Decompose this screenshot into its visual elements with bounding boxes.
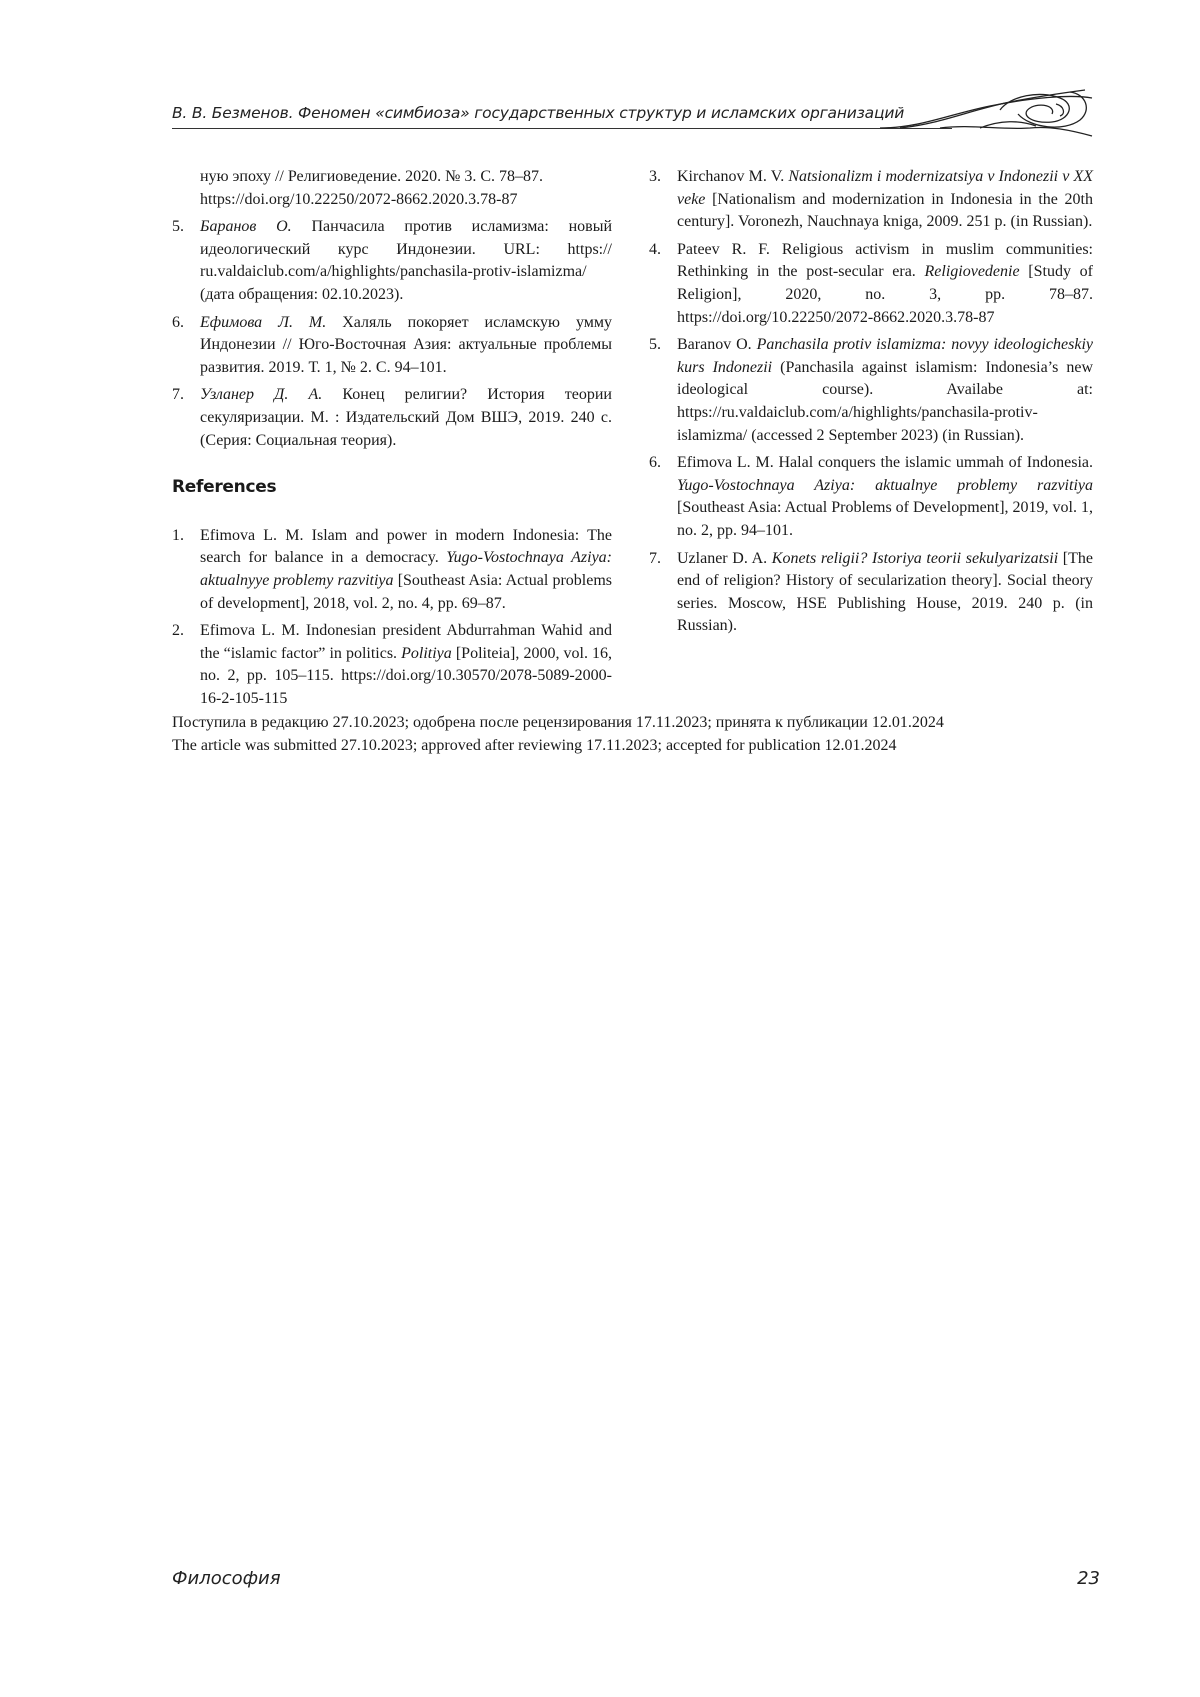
ref-source: Politiya (401, 644, 452, 662)
list-item (649, 548, 1093, 638)
ref-source: Natsionalizm i modernizatsiya v Indonezii v XX veke (677, 168, 1093, 208)
ref-number: 5. (172, 218, 184, 236)
ref-number: 5. (649, 336, 661, 354)
continuation-doi: https://doi.org/10.22250/2072-8662.2020.3.78-87 (200, 190, 518, 208)
list-item (649, 452, 1093, 542)
ref-text: Панчасила против исламизма: новый идеологический курс Индонезии. URL: https:// ru.valdaiclub.com/a/highlights/panchasila-protiv-islamizma/ (дата обращения: 02.10.2023). (200, 218, 613, 303)
ref-number: 2. (172, 622, 184, 640)
header-rule (172, 128, 952, 129)
ref-text: [Study of Religion], 2020, no. 3, pp. 78–87. https://doi.org/10.22250/2072-8662.2020.3.78-87 (677, 263, 1094, 326)
ornament-icon (880, 84, 1096, 140)
ref-source: Konets religii? Istoriya teorii sekulyarizatsii (771, 549, 1059, 567)
page-number: 23 (1077, 1568, 1100, 1589)
ref-text: Kirchanov M. V. (677, 168, 789, 185)
ref-number: 4. (649, 240, 661, 258)
list-item (172, 216, 612, 306)
ref-text: Конец религии? История теории секуляризации. М. : Издательский Дом ВШЭ, 2019. 240 с. (Серия: Социальная теория). (200, 386, 612, 449)
ref-text: [Nationalism and modernization in Indonesia in the 20th century]. Voronezh, Nauchnaya kniga, 2009. 251 p. (in Russian). (677, 190, 1093, 231)
list-item (172, 620, 612, 710)
continuation-line: ную эпоху // Религиоведение. 2020. № 3. С. 78–87. (200, 168, 544, 185)
list-item (172, 384, 612, 452)
ref-number: 6. (649, 454, 661, 472)
list-item (172, 525, 612, 615)
ref-text: Efimova L. M. Indonesian president Abdurrahman Wahid and the “islamic factor” in politics. (200, 622, 612, 662)
submission-en: The article was submitted 27.10.2023; approved after reviewing 17.11.2023; accepted for publication 12.01.2024 (172, 737, 897, 754)
list-item (172, 312, 612, 380)
list-item (649, 166, 1093, 234)
submission-info (172, 711, 1102, 757)
ref-text: Халяль покоряет исламскую умму Индонезии // Юго-Восточная Азия: актуальные проблемы развития. 2019. Т. 1, № 2. С. 94–101. (200, 313, 613, 376)
left-column (172, 166, 612, 715)
running-title: В. В. Безменов. Феномен «симбиоза» государственных структур и исламских организаций (172, 104, 905, 122)
ref-text: [Southeast Asia: Actual Problems of Development], 2019, vol. 1, no. 2, pp. 94–101. (677, 499, 1093, 539)
footer-section: Философия (172, 1568, 281, 1589)
ref-source: Yugo-Vostochnaya Aziya: aktualnyye problemy razvitiya (200, 549, 612, 589)
ref-number: 7. (649, 549, 661, 567)
right-column (649, 166, 1093, 643)
reference-continuation (172, 166, 612, 211)
ref-text: (Panchasila against islamism: Indonesia’s new ideological course). Availabe at: https://ru.valdaiclub.com/a/highlights/panchasila-protiv-islamizma/ (accessed 2 September 2023) (in Russian). (677, 358, 1094, 444)
ref-text: [The end of religion? History of secularization theory]. Social theory series. Moscow, HSE Publishing House, 2019. 240 p. (in Russian). (677, 549, 1094, 635)
ref-number: 6. (172, 313, 184, 331)
ref-number: 7. (172, 386, 184, 404)
ref-author: Ефимова Л. М. (200, 313, 327, 331)
ref-source: Panchasila protiv islamizma: novyy ideologicheskiy kurs Indonezii (677, 336, 1093, 376)
ref-text: Pateev R. F. Religious activism in muslim communities: Rethinking in the post-secular era. (677, 240, 1093, 281)
ref-source: Religiovedenie (924, 263, 1020, 281)
ref-source: Yugo-Vostochnaya Aziya: aktualnye problemy razvitiya (677, 476, 1093, 494)
references-heading: References (172, 477, 277, 498)
ref-author: Узланер Д. А. (200, 386, 323, 404)
ref-author: Баранов О. (200, 218, 292, 236)
ref-text: Efimova L. M. Islam and power in modern Indonesia: The search for balance in a democracy. (200, 526, 612, 567)
list-item (649, 334, 1093, 447)
ref-text: Uzlaner D. A. (677, 549, 772, 567)
ref-text: [Southeast Asia: Actual problems of development], 2018, vol. 2, no. 4, pp. 69–87. (200, 571, 612, 612)
list-item (649, 239, 1093, 329)
ref-number: 1. (172, 526, 184, 544)
ref-text: Baranov O. (677, 336, 757, 354)
ref-number: 3. (649, 168, 661, 185)
ref-text: Efimova L. M. Halal conquers the islamic ummah of Indonesia. (677, 454, 1093, 472)
submission-ru: Поступила в редакцию 27.10.2023; одобрена после рецензирования 17.11.2023; принята к публикации 12.01.2024 (172, 714, 944, 731)
ref-text: [Politeia], 2000, vol. 16, no. 2, pp. 105–115. https://doi.org/10.30570/2078-5089-2000-16-2-105-115 (200, 644, 613, 707)
